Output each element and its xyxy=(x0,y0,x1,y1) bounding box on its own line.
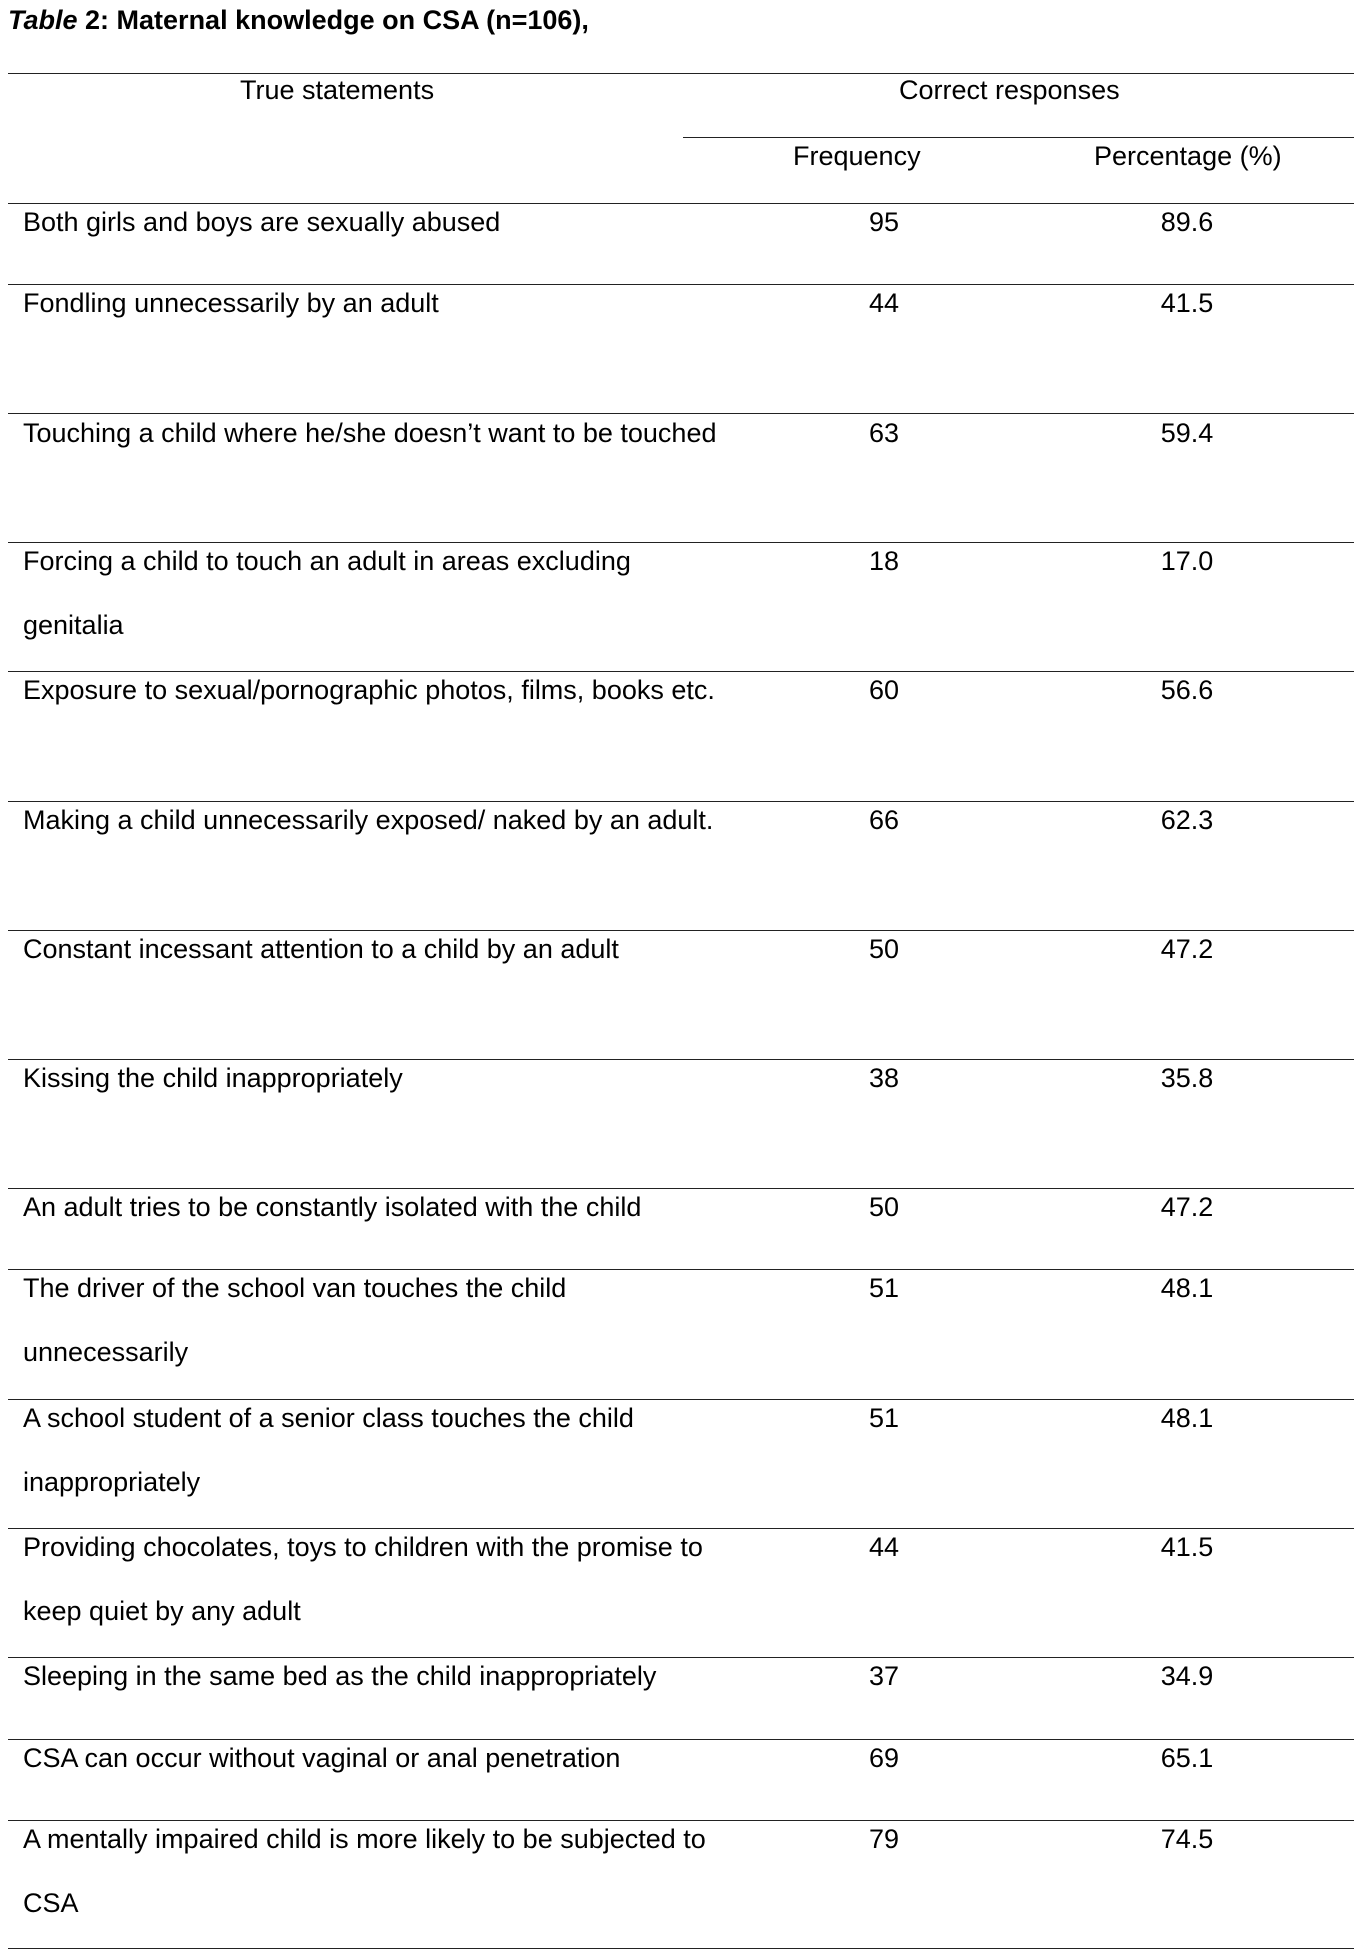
statement-cell: A school student of a senior class touches the child inappropriately xyxy=(23,1403,634,1497)
statement-cell: Both girls and boys are sexually abused xyxy=(23,207,501,237)
frequency-cell: 50 xyxy=(868,934,900,964)
frequency-cell: 69 xyxy=(868,1743,900,1773)
frequency-cell: 44 xyxy=(868,1532,900,1562)
percentage-cell: 34.9 xyxy=(1160,1661,1214,1691)
percentage-cell: 35.8 xyxy=(1160,1063,1214,1093)
header-percentage: Percentage (%) xyxy=(1094,141,1282,171)
percentage-cell: 41.5 xyxy=(1160,288,1214,318)
top-rule xyxy=(8,73,1354,74)
statement-cell: Exposure to sexual/pornographic photos, films, books etc. xyxy=(23,675,715,705)
percentage-cell: 56.6 xyxy=(1160,675,1214,705)
statement-cell: Constant incessant attention to a child by an adult xyxy=(23,934,619,964)
frequency-cell: 51 xyxy=(868,1273,900,1303)
statement-cell: Making a child unnecessarily exposed/ naked by an adult. xyxy=(23,805,714,835)
percentage-cell: 65.1 xyxy=(1160,1743,1214,1773)
frequency-cell: 79 xyxy=(868,1824,900,1854)
percentage-cell: 48.1 xyxy=(1160,1273,1214,1303)
caption-text: 2: Maternal knowledge on CSA (n=106), xyxy=(77,5,589,35)
percentage-cell: 47.2 xyxy=(1160,1192,1214,1222)
percentage-cell: 48.1 xyxy=(1160,1403,1214,1433)
frequency-cell: 95 xyxy=(868,207,900,237)
table-caption xyxy=(8,4,589,36)
percentage-cell: 47.2 xyxy=(1160,934,1214,964)
percentage-cell: 17.0 xyxy=(1160,546,1214,576)
percentage-cell: 74.5 xyxy=(1160,1824,1214,1854)
statement-cell: An adult tries to be constantly isolated with the child xyxy=(23,1192,642,1222)
frequency-cell: 18 xyxy=(868,546,900,576)
statement-cell: The driver of the school van touches the child unnecessarily xyxy=(23,1273,567,1367)
percentage-cell: 62.3 xyxy=(1160,805,1214,835)
frequency-cell: 63 xyxy=(868,418,900,448)
header-frequency: Frequency xyxy=(793,141,921,171)
frequency-cell: 51 xyxy=(868,1403,900,1433)
statement-cell: Forcing a child to touch an adult in areas excluding genitalia xyxy=(23,546,631,640)
frequency-cell: 44 xyxy=(868,288,900,318)
frequency-cell: 37 xyxy=(868,1661,900,1691)
statement-cell: Fondling unnecessarily by an adult xyxy=(23,288,439,318)
group-rule xyxy=(683,137,1354,138)
percentage-cell: 59.4 xyxy=(1160,418,1214,448)
statement-cell: Kissing the child inappropriately xyxy=(23,1063,403,1093)
statement-cell: A mentally impaired child is more likely to be subjected to CSA xyxy=(23,1824,706,1918)
percentage-cell: 41.5 xyxy=(1160,1532,1214,1562)
statement-cell: CSA can occur without vaginal or anal penetration xyxy=(23,1743,621,1773)
statement-cell: Providing chocolates, toys to children with the promise to keep quiet by any adult xyxy=(23,1532,703,1626)
statement-cell: Sleeping in the same bed as the child inappropriately xyxy=(23,1661,657,1691)
statement-cell: Touching a child where he/she doesn’t want to be touched xyxy=(23,418,717,448)
bottom-rule xyxy=(8,1948,1354,1949)
frequency-cell: 66 xyxy=(868,805,900,835)
frequency-cell: 60 xyxy=(868,675,900,705)
percentage-cell: 89.6 xyxy=(1160,207,1214,237)
frequency-cell: 50 xyxy=(868,1192,900,1222)
caption-table-word: Table xyxy=(8,5,78,35)
header-true-statements: True statements xyxy=(240,75,435,105)
frequency-cell: 38 xyxy=(868,1063,900,1093)
header-correct-responses: Correct responses xyxy=(899,75,1120,105)
